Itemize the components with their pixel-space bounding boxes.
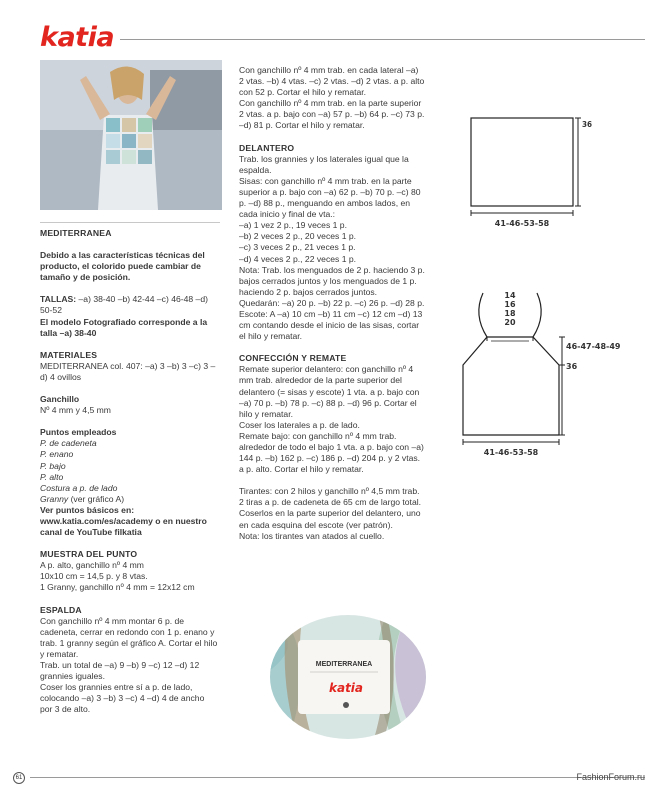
stitch-item: P. alto <box>40 471 64 482</box>
gauge-heading: MUESTRA DEL PUNTO <box>40 549 138 560</box>
armhole-label: 46-47-48-49 <box>566 342 621 351</box>
remaining-paragraph: Quedarán: –a) 20 p. –b) 22 p. –c) 26 p. –d) 28 p. <box>239 297 425 308</box>
header-divider <box>120 39 645 40</box>
gauge-line: 1 Granny, ganchillo nº 4 mm = 12x12 cm <box>40 582 195 593</box>
page-number: 61 <box>13 772 25 784</box>
yarn-label-icon <box>343 702 349 708</box>
title-divider <box>40 222 220 223</box>
front-height-label: 36 <box>566 362 578 371</box>
decrease-line: –b) 2 veces 2 p., 20 veces 1 p. <box>239 231 357 242</box>
straps-sew-paragraph: Coserlos en la parte superior del delantero, uno en cada esquina del escote (ver patrón). <box>239 508 421 530</box>
hook-heading: Ganchillo <box>40 394 80 405</box>
model-photo <box>40 60 222 210</box>
front-heading: DELANTERO <box>239 142 295 153</box>
yarn-label-brand: katia <box>328 681 364 695</box>
yarn-ball <box>268 612 428 742</box>
back-width-label: 41-46-53-58 <box>494 219 550 228</box>
middle-column <box>239 65 425 542</box>
basic-stitches-link[interactable]: Ver puntos básicos en: www.katia.com/es/academy o en nuestro canal de YouTube filkatia <box>40 504 207 538</box>
stitch-item: P. enano <box>40 449 74 460</box>
sizes-label: TALLAS: <box>40 294 77 305</box>
sizes <box>40 294 218 316</box>
back-heading: ESPALDA <box>40 604 82 615</box>
back-panel-outline <box>471 118 573 206</box>
neck-size-label: 16 <box>504 300 516 309</box>
yarn-label-name: MEDITERRANEA <box>315 661 373 668</box>
neck-size-label: 14 <box>504 291 516 300</box>
neck-size-label: 20 <box>504 318 516 327</box>
right-strap <box>533 293 541 337</box>
finishing-heading: CONFECCIÓN Y REMATE <box>239 353 347 364</box>
back-top-paragraph: Con ganchillo nº 4 mm trab. en la parte superior 2 vtas. a p. bajo con –a) 57 p. –b) 64 p. –c) 73 p. –d) 81 p. Cortar el hilo y rematar. <box>239 98 425 131</box>
front-panel-outline <box>463 337 559 435</box>
model-photo-illustration <box>40 60 222 210</box>
stitch-item: Costura a p. de lado <box>40 482 118 493</box>
decrease-line: –a) 1 vez 2 p., 19 veces 1 p. <box>239 220 347 231</box>
back-height-label: 36 <box>582 120 593 129</box>
yarn-ball-illustration <box>268 612 428 742</box>
back-paragraph: Con ganchillo nº 4 mm montar 6 p. de cadeneta, cerrar en redondo con 1 p. enano y trab. 1 granny según el gráfico A. Cortar el hilo y rematar. <box>40 615 218 659</box>
watermark: FashionForum.ru <box>576 772 645 782</box>
left-column <box>40 228 218 715</box>
front-paragraph: Trab. los grannies y los laterales igual que la espalda. <box>239 153 409 175</box>
finishing-paragraph: Remate superior delantero: con ganchillo nº 4 mm trab. alrededor de la parte superior del delantero (= sisas y escote) 1 vta. a p. bajo con –a) 70 p. –b) 78 p. –c) 88 p. –d) 96 p. Cortar el hilo y rematar. <box>239 364 420 419</box>
materials-text: MEDITERRANEA col. 407: –a) 3 –b) 3 –c) 3 –d) 4 ovillos <box>40 360 216 382</box>
hook-text: Nº 4 mm y 4,5 mm <box>40 405 111 416</box>
neckline-paragraph: Escote: A –a) 10 cm –b) 11 cm –c) 12 cm –d) 13 cm contando desde el inicio de las sisas, cortar el hilo y rematar. <box>239 308 423 342</box>
brand-logo: katia <box>40 22 115 53</box>
materials-heading: MATERIALES <box>40 349 98 360</box>
intro-note: Debido a las características técnicas del producto, el colorido puede cambiar de tamaño y de posición. <box>40 250 205 283</box>
straps-paragraph: Tirantes: con 2 hilos y ganchillo nº 4,5 mm trab. 2 tiras a p. de cadeneta de 65 cm de largo total. <box>239 486 422 508</box>
stitch-item: P. bajo <box>40 460 66 471</box>
back-paragraph: Trab. un total de –a) 9 –b) 9 –c) 12 –d) 12 grannies iguales. <box>40 660 200 682</box>
stitch-granny: Granny <box>40 493 69 504</box>
finishing-paragraph: Coser los laterales a p. de lado. <box>239 419 360 430</box>
back-paragraph: Coser los grannies entre sí a p. de lado, colocando –a) 3 –b) 3 –c) 4 –d) 4 de ancho por 3 de alto. <box>40 682 205 715</box>
decrease-line: –c) 3 veces 2 p., 21 veces 1 p. <box>239 242 356 253</box>
neck-size-label: 18 <box>504 309 516 318</box>
decrease-line: –d) 4 veces 2 p., 22 veces 1 p. <box>239 253 357 264</box>
front-schematic <box>455 285 635 465</box>
stitch-item: P. de cadeneta <box>40 438 97 449</box>
model-size-note: El modelo Fotografiado corresponde a la talla –a) 38-40 <box>40 316 208 338</box>
gauge-line: A p. alto, ganchillo nº 4 mm <box>40 560 144 571</box>
pattern-title: MEDITERRANEA <box>40 228 112 238</box>
gauge-line: 10x10 cm = 14,5 p. y 8 vtas. <box>40 571 148 582</box>
straps-note: Nota: los tirantes van atados al cuello. <box>239 530 385 541</box>
back-schematic <box>460 110 620 235</box>
stitch-granny-note: (ver gráfico A) <box>68 493 125 504</box>
sizes-values: –a) 38-40 –b) 42-44 –c) 46-48 –d) 50-52 <box>40 294 208 316</box>
left-strap <box>479 293 487 337</box>
armholes-paragraph: Sisas: con ganchillo nº 4 mm trab. en la parte superior a p. bajo con –a) 62 p. –b) 70 p. –c) 80 p. –d) 88 p., menguando en ambos lados, en cada inicio y final de vta.: <box>239 175 421 220</box>
finishing-paragraph: Remate bajo: con ganchillo nº 4 mm trab. alrededor de todo el bajo 1 vta. a p. bajo con –a) 144 p. –b) 162 p. –c) 186 p. –d) 204 p. y 2 vtas. a p. alto. Cortar el hilo y rematar. <box>239 430 424 475</box>
note-paragraph: Nota: Trab. los menguados de 2 p. haciendo 3 p. bajos cerrados juntos y los menguados de 1 p. haciendo 2 p. bajos cerrados juntos. <box>239 264 425 297</box>
footer-divider <box>30 777 645 778</box>
back-sides-paragraph: Con ganchillo nº 4 mm trab. en cada lateral –a) 2 vtas. –b) 4 vtas. –c) 2 vtas. –d) 2 vtas. a p. alto con 52 p. Cortar el hilo y rematar. <box>239 65 425 98</box>
front-width-label: 41-46-53-58 <box>483 448 539 457</box>
stitches-heading: Puntos empleados <box>40 427 117 438</box>
